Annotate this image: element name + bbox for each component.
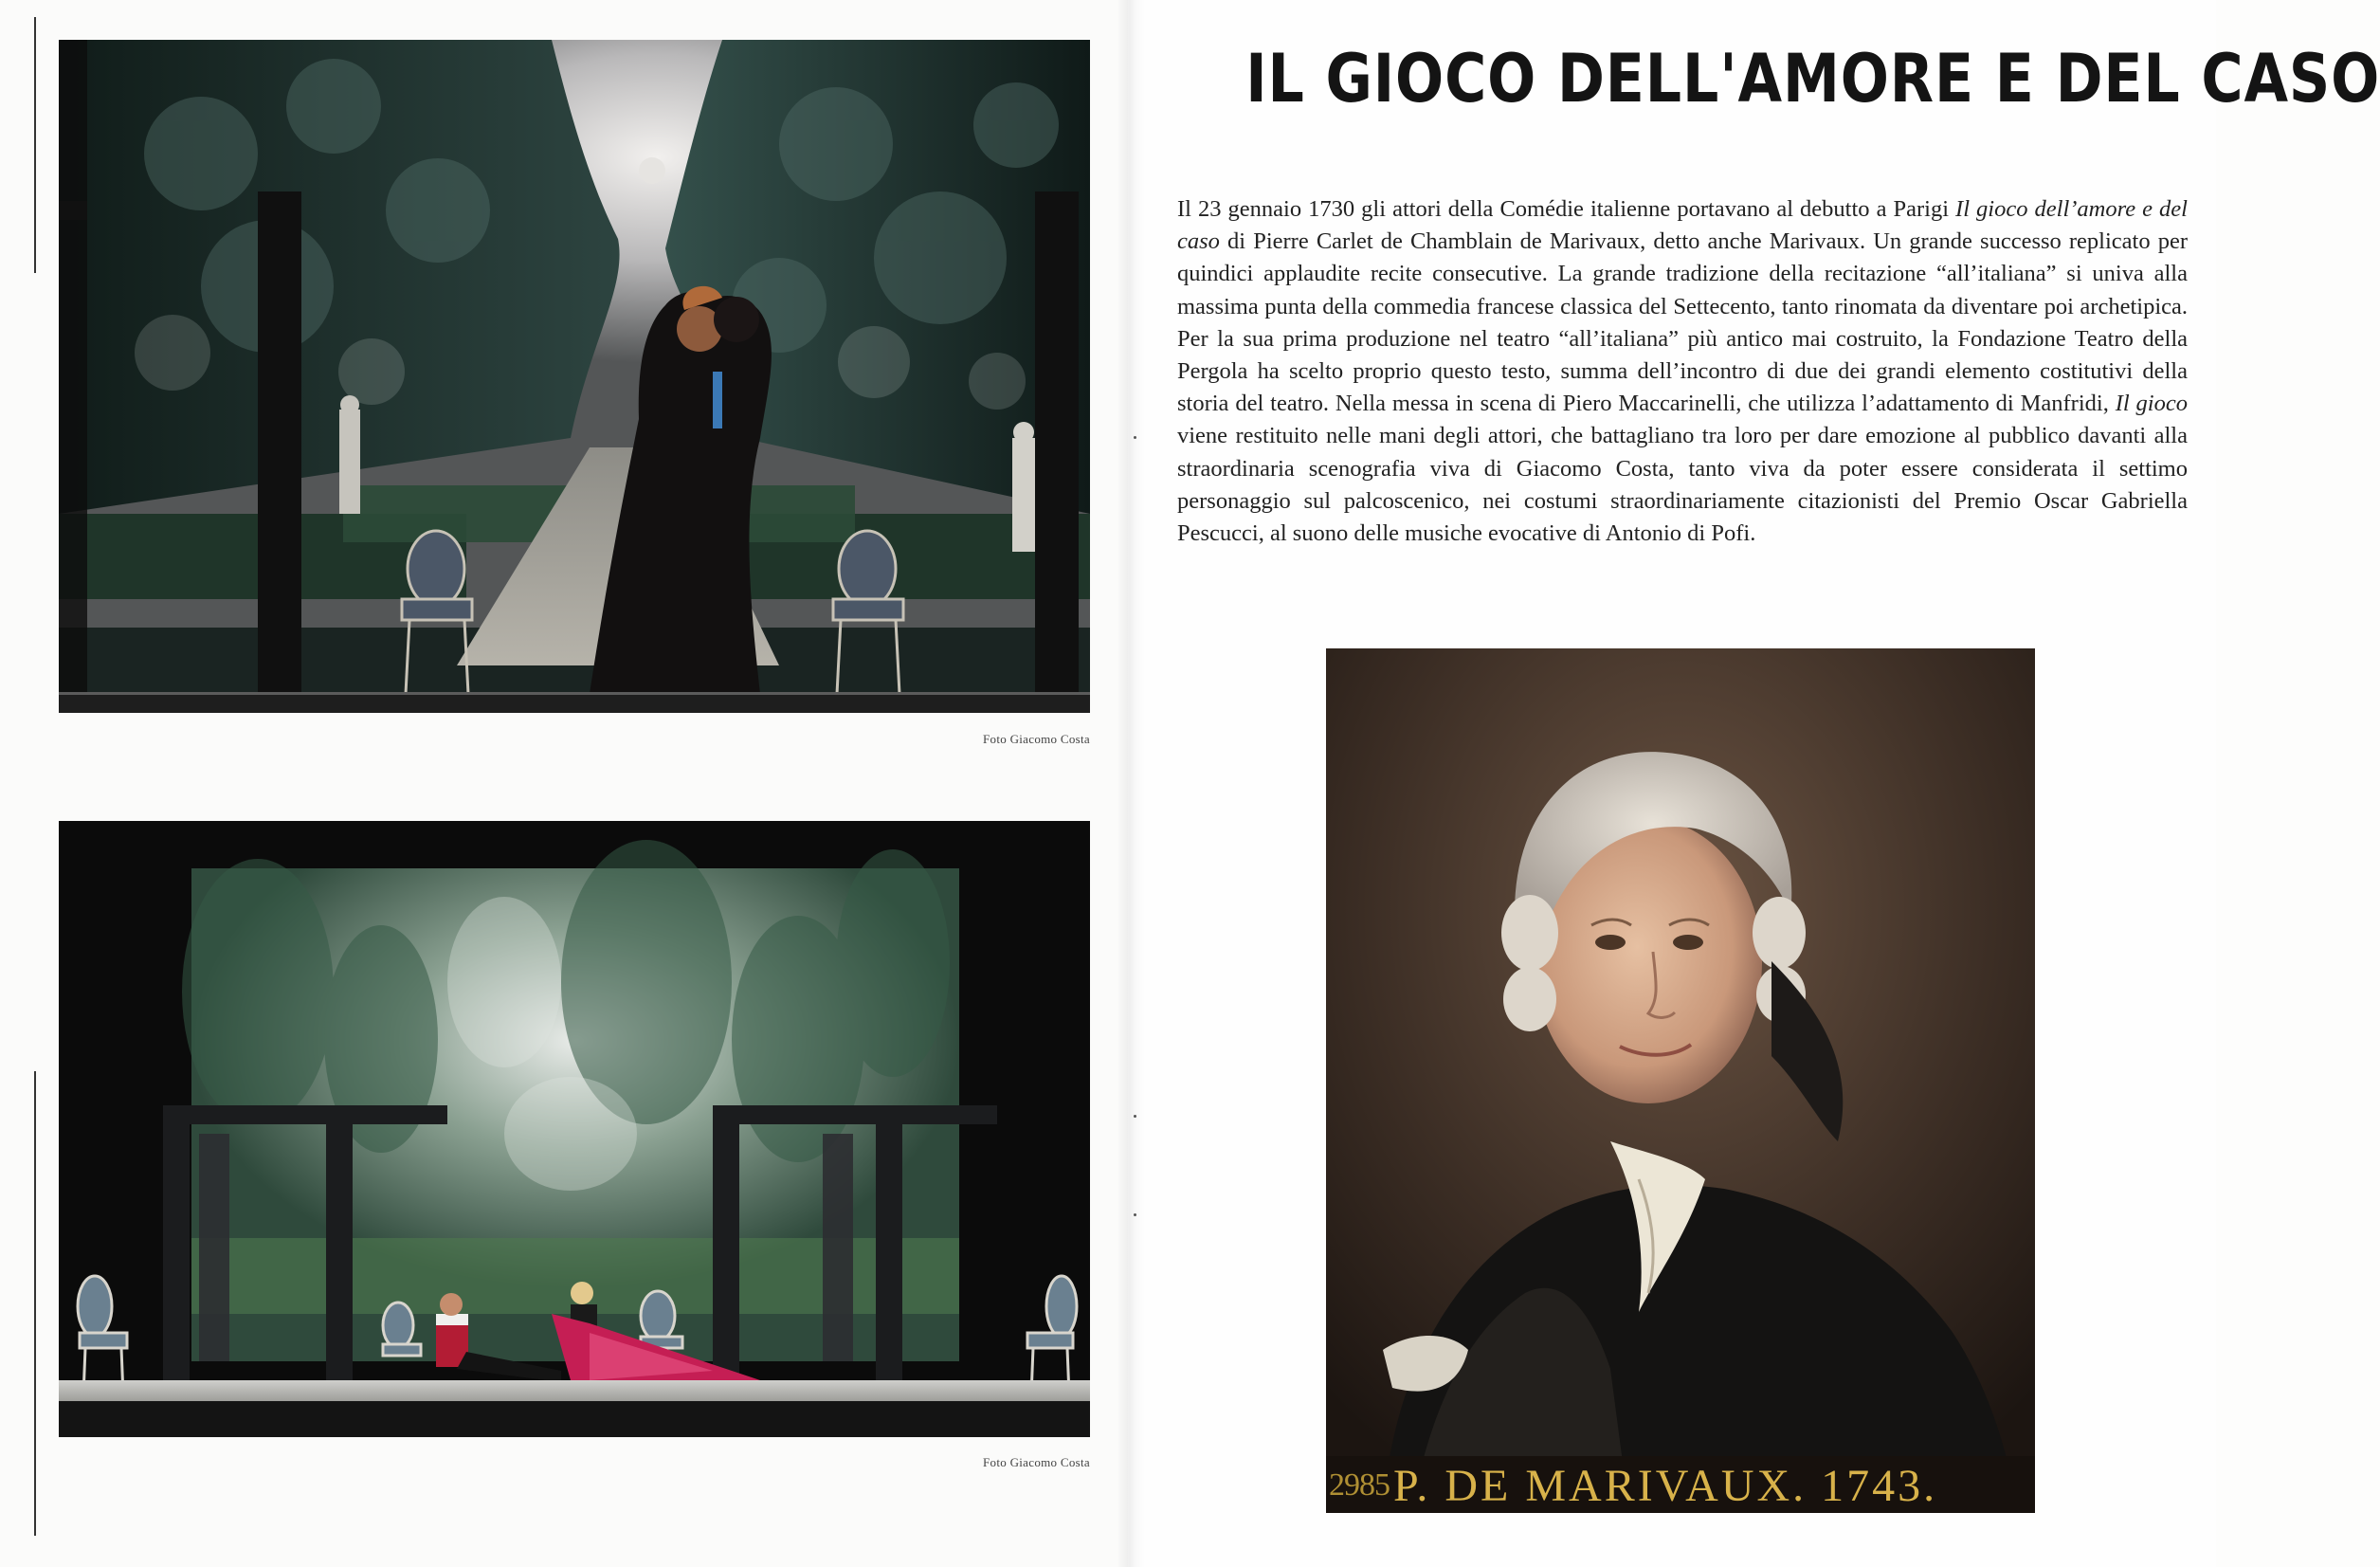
body-text-part: di Pierre Carlet de Chamblain de Marivaux, detto anche Marivaux. Un grande successo replicato per quindici applaudite recite consecutive. La grande tradizione della recitazione “all’italiana” si univa alla massima punta della commedia francese classica del Settecento, tanto rinomata da diventare poi archetipica. Per la sua prima produzione nel teatro “all’italiana” più antico mai costruito, la Fondazione Teatro della Pergola ha scelto proprio questo testo, summa dell’incontro di due dei grandi elemento costitutivi della storia del teatro. Nella messa in scena di Piero Maccarinelli, che utilizza l’adattamento di Manfridi, (1177, 228, 2188, 417)
scan-mark (1134, 436, 1136, 439)
scan-mark (1134, 1213, 1136, 1216)
article-body (1177, 193, 2188, 550)
photo-credit: Foto Giacomo Costa (982, 1455, 1090, 1469)
work-title-short: Il gioco (2115, 391, 2188, 417)
body-text-part: Il 23 gennaio 1730 gli attori della Comédie italienne portavano al debutto a Parigi (1177, 196, 1956, 222)
photo-credit: Foto Giacomo Costa (982, 732, 1090, 746)
body-text-part: viene restituito nelle mani degli attori, che battagliano tra loro per dare emozione al pubblico davanti alla straordinaria scenografia viva di Giacomo Costa, tanto viva da poter essere considerata il settimo personaggio sul palcoscenico, nei costumi straordinariamente citazionisti del Premio Oscar Gabriella Pescucci, al suono delle musiche evocative di Antonio di Pofi. (1177, 423, 2188, 547)
scan-mark (1134, 1115, 1136, 1118)
inventory-number: 2985 (1329, 1467, 1390, 1503)
scan-edge-line (34, 17, 36, 273)
portrait-inscription (1327, 1458, 2036, 1513)
stage-photo-actors-floor (59, 821, 1090, 1437)
page-fold (1117, 0, 1145, 1567)
portrait-caption: P. DE MARIVAUX. 1743. (1393, 1460, 1938, 1511)
article-title: IL GIOCO DELL'AMORE E DEL CASO (1245, 40, 2380, 118)
work-title: Il gioco dell’amore e del caso (1177, 196, 2188, 255)
stage-photo-garden-couple (59, 40, 1090, 713)
scan-edge-line (34, 1071, 36, 1536)
portrait-painting-marivaux (1326, 648, 2035, 1513)
